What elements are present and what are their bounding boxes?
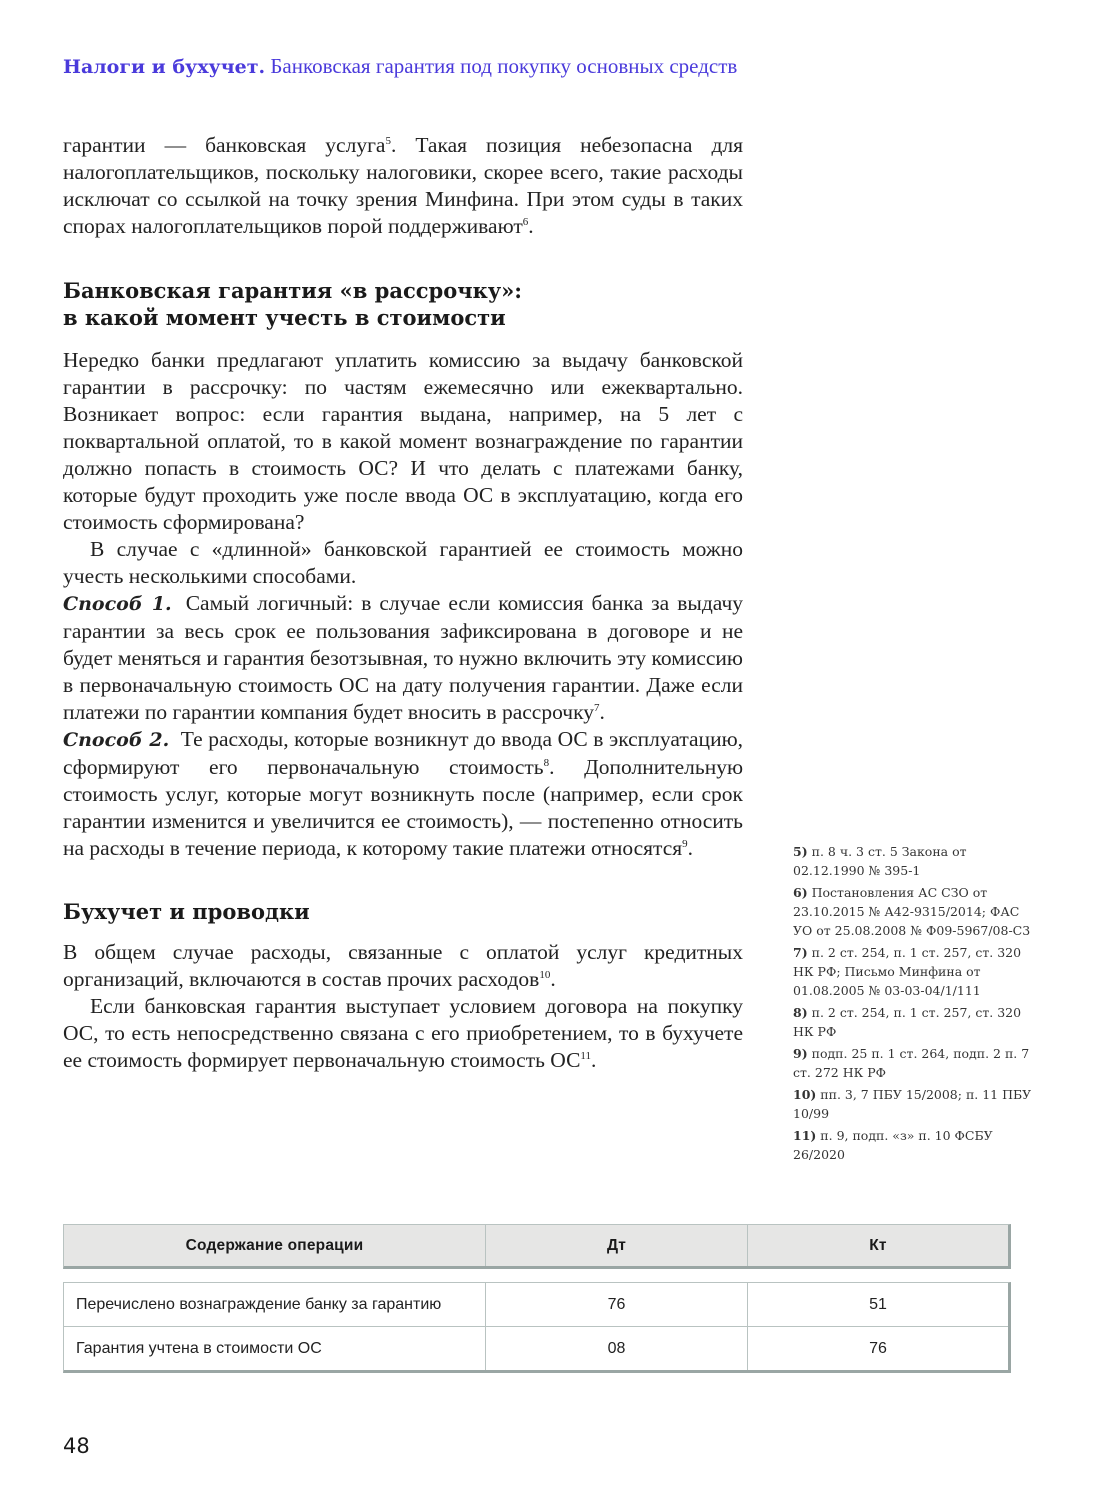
method-2-paragraph [63,726,743,862]
method-2-label: Способ 2. [63,729,170,751]
footnote-text: п. 9, подп. «з» п. 10 ФСБУ 26/2020 [793,1128,993,1162]
table-cell-debit: 08 [486,1327,748,1370]
table-cell-operation: Гарантия учтена в стоимости ОС [64,1327,486,1370]
footnotes-sidebar [793,842,1033,1167]
footnote-number: 10) [793,1087,817,1102]
table-cell-debit: 76 [486,1283,748,1327]
method-1-end: . [599,700,605,724]
footnote-text: подп. 25 п. 1 ст. 264, подп. 2 п. 7 ст. 272 НК РФ [793,1046,1030,1080]
footnote-8 [793,1003,1033,1041]
accounting-paragraph-1 [63,939,743,993]
footnote-6 [793,883,1033,940]
table-cell-credit: 76 [869,1339,887,1357]
footnote-ref-7[interactable]: 7 [593,702,600,714]
accounting-end-2: . [591,1048,597,1072]
footnote-ref-10[interactable]: 10 [539,969,551,981]
accounting-text-1: В общем случае расходы, связанные с оплатой услуг кредитных организаций, включаются в состав прочих расходов [63,940,743,991]
column-header-operation: Содержание операции [64,1225,486,1266]
installment-paragraph-2: В случае с «длинной» банковской гарантией ее стоимость можно учесть несколькими способами. [63,537,743,588]
footnote-text: п. 2 ст. 254, п. 1 ст. 257, ст. 320 НК РФ [793,1005,1022,1039]
footnote-11 [793,1126,1033,1164]
section-heading-accounting: Бухучет и проводки [63,899,310,924]
running-head-title: Банковская гарантия под покупку основных средств [270,54,738,78]
heading-line-2: в какой момент учесть в стоимости [63,305,506,330]
footnote-text: п. 8 ч. 3 ст. 5 Закона от 02.12.1990 № 395-1 [793,844,967,878]
intro-text-2: . Такая позиция небезопасна для налогоплательщиков, поскольку налоговики, скорее всего, такие расходы исключат со ссылкой на точку зрения Минфина. При этом суды в таких спорах налогоплательщиков порой поддерживают [63,133,744,238]
accounting-text-2: Если банковская гарантия выступает условием договора на покупку ОС, то есть непосредственно связана с его приобретением, то в бухучете ее стоимость формирует первоначальную стоимость ОС [63,994,743,1072]
footnote-text: Постановления АС СЗО от 23.10.2015 № А42-9315/2014; ФАС УО от 25.08.2008 № Ф09-5967/08-С3 [793,885,1031,938]
intro-paragraph [63,132,743,240]
footnote-7 [793,943,1033,1000]
footnote-10 [793,1085,1033,1123]
method-1-label: Способ 1. [63,593,172,615]
intro-text-3: . [528,214,534,238]
footnote-number: 6) [793,885,808,900]
intro-text-1: гарантии — банковская услуга [63,133,386,157]
footnote-ref-5[interactable]: 5 [385,135,391,147]
heading-line-1: Банковская гарантия «в рассрочку»: [63,278,523,303]
footnote-ref-8[interactable]: 8 [543,757,550,769]
footnote-5 [793,842,1033,880]
table-cell-credit: 51 [748,1283,1008,1327]
footnote-ref-9[interactable]: 9 [682,838,688,850]
page-number: 48 [63,1434,90,1458]
footnote-text: п. 2 ст. 254, п. 1 ст. 257, ст. 320 НК РФ; Письмо Минфина от 01.08.2005 № 03-03-04/1/111 [793,945,1022,998]
method-1-text: Самый логичный: в случае если комиссия банка за выдачу гарантии за весь срок ее пользования зафиксирована в договоре и не будет меняться и гарантия безотзывная, то нужно включить эту комиссию в первоначальную стоимость ОС на дату получения гарантии. Даже если платежи по гарантии компания будет вносить в рассрочку [63,591,744,724]
main-column [63,132,743,1074]
accounting-entries-table [63,1224,1011,1373]
method-2-text-2: . Дополнительную стоимость услуг, которые могут возникнуть после (например, если срок гарантии изменится и увеличится ее стоимость), — постепенно относить на расходы в течение периода, к которому такие платежи относятся [63,755,744,860]
method-2-end: . [687,836,694,860]
footnote-9 [793,1044,1033,1082]
footnote-text: пп. 3, 7 ПБУ 15/2008; п. 11 ПБУ 10/99 [793,1087,1032,1121]
running-head [63,54,737,79]
footnote-ref-6[interactable]: 6 [522,216,529,228]
table-header [63,1224,1011,1269]
accounting-paragraph-2 [63,993,743,1074]
footnote-number: 9) [793,1046,808,1061]
running-head-section: Налоги и бухучет. [63,56,266,78]
table-cell-operation: Перечислено вознаграждение банку за гарантию [64,1283,486,1327]
method-1-paragraph [63,590,743,726]
footnote-number: 8) [793,1005,808,1020]
accounting-end-1: . [550,967,556,991]
section-heading-installment [63,277,743,331]
column-header-credit: Кт [869,1236,887,1254]
installment-paragraph-1: Нередко банки предлагают уплатить комиссию за выдачу банковской гарантии в рассрочку: по частям ежемесячно или ежеквартально. Возникает вопрос: если гарантия выдана, например, на 5 лет с поквартальной оплатой, то в какой момент вознаграждение по гарантии должно попасть в стоимость ОС? И что делать с платежами банку, которые будут проходить уже после ввода ОС в эксплуатацию, когда его стоимость сформирована? [63,348,743,534]
footnote-number: 7) [793,945,808,960]
footnote-number: 11) [793,1128,817,1143]
footnote-ref-11[interactable]: 11 [580,1050,592,1062]
column-header-debit: Дт [486,1225,748,1266]
method-2-text-1: Те расходы, которые возникнут до ввода ОС в эксплуатацию, сформируют его первоначальную стоимость [63,727,744,779]
table-body [63,1282,1011,1373]
footnote-number: 5) [793,844,808,859]
